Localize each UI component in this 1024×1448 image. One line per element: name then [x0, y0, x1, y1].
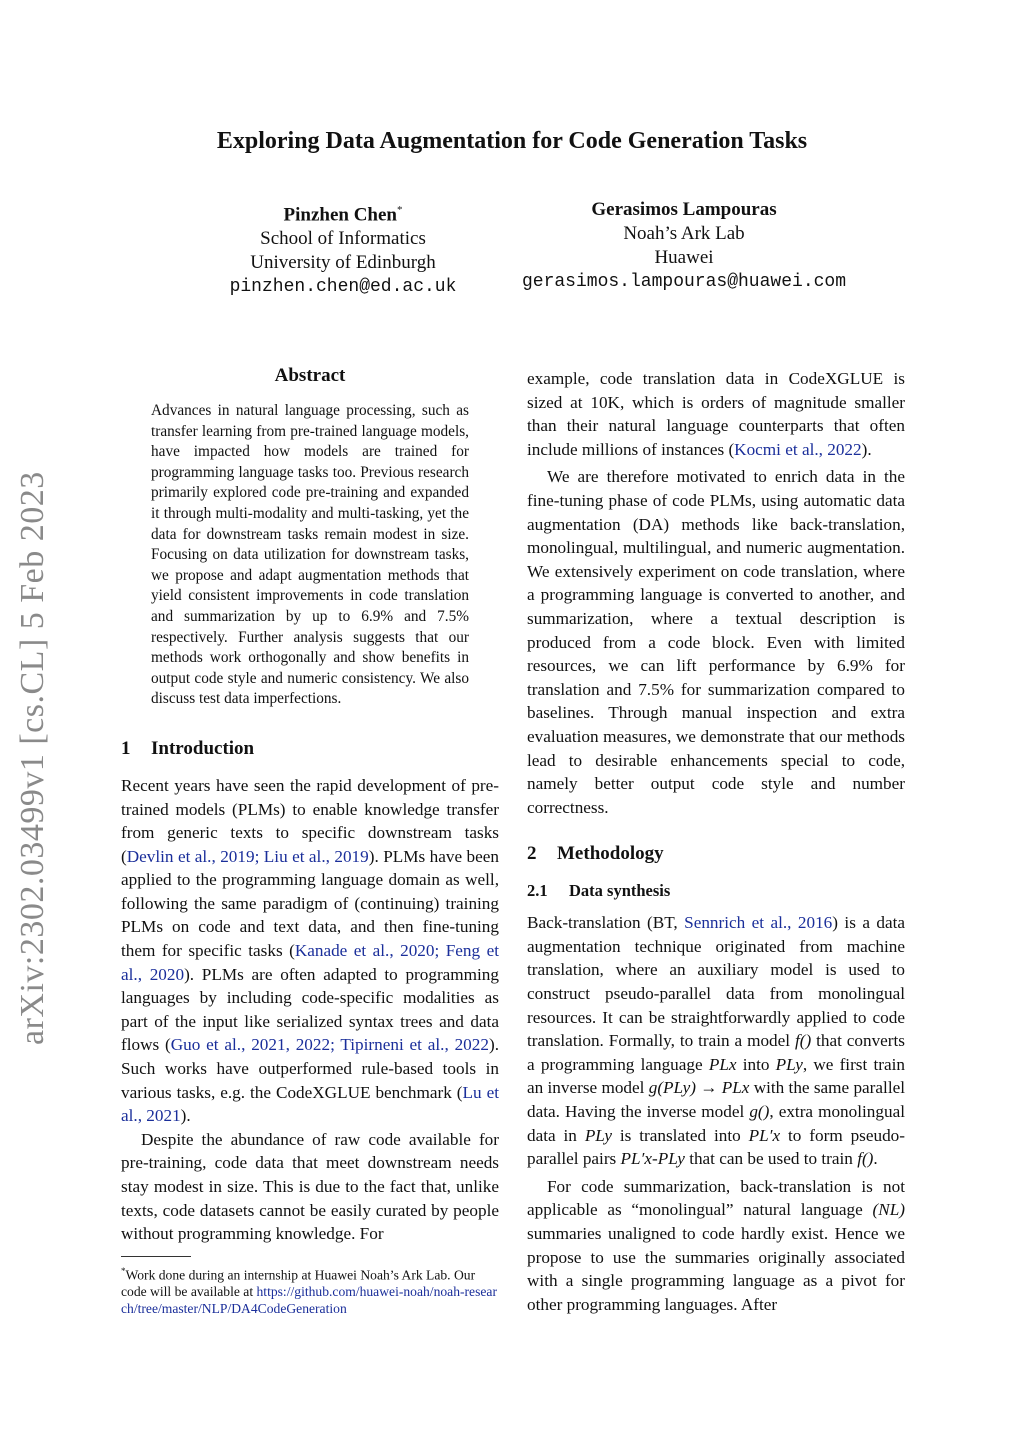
citation-link[interactable]: Sennrich et al., 2016	[684, 913, 833, 933]
section-title: Introduction	[151, 737, 255, 759]
author-name: Pinzhen Chen	[283, 204, 397, 226]
subsection-heading-data-synthesis	[527, 881, 905, 901]
intro-paragraph-2: Despite the abundance of raw code available for pre-training, code data that meet downstream needs stay modest in size. This is due to the fact that, unlike texts, code datasets cannot be easily curated by people without programming knowledge. For	[121, 1129, 499, 1244]
footnote-mark: *	[121, 1265, 126, 1276]
author-affiliation: University of Edinburgh	[250, 252, 436, 274]
intro-paragraph-3: example, code translation data in CodeXGLUE is sized at 10K, which is orders of magnitude smaller than their natural language counterparts that often include millions of instances (Kocmi et al., 2022).	[527, 369, 905, 459]
abstract-heading: Abstract	[274, 365, 346, 386]
arxiv-identifier: arXiv:2302.03499v1 [cs.CL] 5 Feb 2023	[14, 471, 51, 1045]
author-email: pinzhen.chen@ed.ac.uk	[229, 277, 457, 298]
left-column	[121, 365, 499, 1317]
abstract-text: Advances in natural language processing, such as transfer learning from pre-trained language models, have impacted how models are trained for programming language tasks too. Previous research primarily explored code pre-training and expanded it through multi-modality and multi-tasking, yet the data for downstream tasks remain modest in size. Focusing on data utilization for downstream tasks, we propose and adapt augmentation methods that yield consistent improvements in code translation and summarization by up to 6.9% and 7.5% respectively. Further analysis suggests that our methods work orthogonally and show benefits in output code style and numeric consistency. We also discuss test data imperfections.	[151, 402, 469, 708]
section-number: 1	[121, 737, 131, 759]
subsection-number: 2.1	[527, 881, 548, 901]
author-footnote-mark: *	[397, 204, 403, 216]
citation-link[interactable]: Kocmi et al., 2022	[734, 439, 862, 459]
author-1	[203, 198, 483, 299]
citation-link[interactable]: Kanade et al., 2020; Feng et al., 2020	[121, 941, 499, 984]
footnote-rule	[121, 1256, 191, 1257]
section-number: 2	[527, 843, 537, 865]
author-name: Gerasimos Lampouras	[591, 199, 777, 220]
author-email: gerasimos.lampouras@huawei.com	[521, 272, 847, 292]
author-affiliation: Huawei	[654, 247, 714, 268]
paper-title: Exploring Data Augmentation for Code Generation Tasks	[216, 128, 808, 154]
code-repository-link[interactable]: https://github.com/huawei-noah/noah-research/tree/master/NLP/DA4CodeGeneration	[121, 1284, 497, 1317]
section-heading-introduction	[121, 738, 499, 760]
intro-paragraph-1: Recent years have seen the rapid development of pre-trained models (PLMs) to enable knowledge transfer from generic texts to specific downstream tasks (Devlin et al., 2019; Liu et al., 2019). PLMs have been applied to the programming language domain as well, following the same paradigm of (continuing) training PLMs on code and text data, and then fine-tuning them for specific tasks (Kanade et al., 2020; Feng et al., 2020). PLMs are often adapted to programming languages by including code-specific modalities as part of the input like serialized syntax trees and data flows (Guo et al., 2021, 2022; Tipirneni et al., 2022). Such works have outperformed rule-based tools in various tasks, e.g. the CodeXGLUE benchmark (Lu et al., 2021).	[121, 775, 499, 1126]
right-column	[527, 367, 905, 1316]
author-2	[493, 198, 875, 294]
citation-link[interactable]: Lu et al., 2021	[121, 1082, 499, 1126]
footnote: *Work done during an internship at Huawei Noah’s Ark Lab. Our code will be available at https://github.com/huawei-noah/noah-research/tree/master/NLP/DA4CodeGeneration	[121, 1265, 497, 1317]
methodology-paragraph-1: Back-translation (BT, Sennrich et al., 2016) is a data augmentation technique originated from machine translation, where an auxiliary model is used to construct pseudo-parallel data from monolingual resources. It can be straightforwardly applied to code translation. Formally, to train a model f() that converts a programming language PLx into PLy, we first train an inverse model g(PLy) → PLx with the same parallel data. Having the inverse model g(), extra monolingual data in PLy is translated into PL′x to form pseudo-parallel pairs PL′x-PLy that can be used to train f().	[527, 913, 906, 1169]
citation-link[interactable]: Devlin et al., 2019; Liu et al., 2019	[126, 846, 369, 866]
author-affiliation: Noah’s Ark Lab	[623, 223, 745, 244]
intro-paragraph-4: We are therefore motivated to enrich data in the fine-tuning phase of code PLMs, using automatic data augmentation (DA) methods like back-translation, monolingual, multilingual, and numeric augmentation. We extensively experiment on code translation, where a programming language is converted to another, and summarization, where a textual description is produced from a code block. Even with limited resources, we can lift performance by 6.9% for translation and 7.5% for summarization compared to baselines. Through manual inspection and extra evaluation measures, we demonstrate that our methods lead to desirable enhancements special to code, namely better output code style and number correctness.	[527, 467, 905, 817]
citation-link[interactable]: Guo et al., 2021, 2022; Tipirneni et al., 2022	[170, 1035, 489, 1055]
author-affiliation: School of Informatics	[260, 228, 426, 250]
section-heading-methodology	[527, 843, 905, 865]
section-title: Methodology	[557, 843, 664, 865]
methodology-paragraph-2: For code summarization, back-translation is not applicable as “monolingual” natural language (NL) summaries unaligned to code hardly exist. Hence we propose to use the summaries originally associated with a single programming language as a pivot for other programming languages. After	[527, 1176, 905, 1314]
subsection-title: Data synthesis	[569, 881, 671, 901]
